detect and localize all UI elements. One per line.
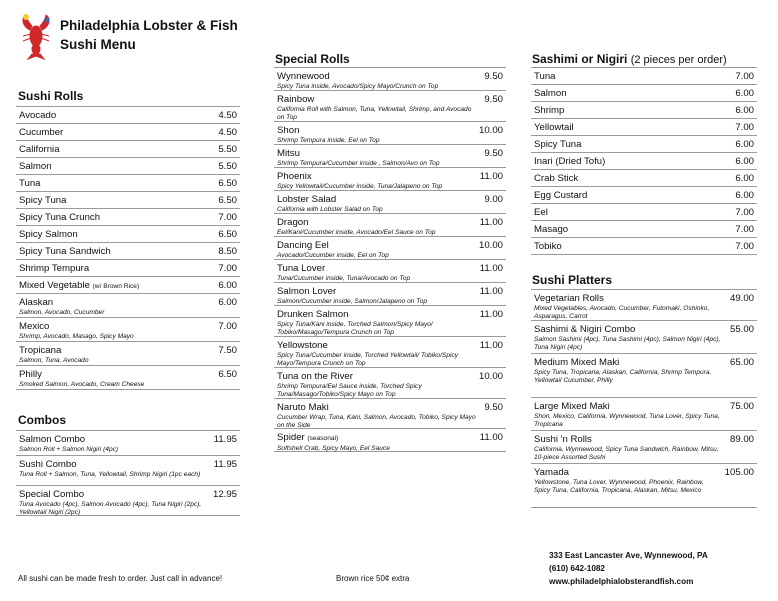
menu-title: Sushi Menu — [60, 37, 136, 52]
list-item: Lobster Salad California with Lobster Salad on Top 9.00 — [274, 191, 506, 214]
list-item: Cucumber 4.50 — [16, 124, 240, 141]
list-item: Tropicana Salmon, Tuna, Avocado 7.50 — [16, 342, 240, 366]
list-item: Salmon 5.50 — [16, 158, 240, 175]
list-item: Inari (Dried Tofu) 6.00 — [531, 153, 757, 170]
list-item: Shon Shrimp Tempura inside, Eel on Top 10.00 — [274, 122, 506, 145]
list-item: Crab Stick 6.00 — [531, 170, 757, 187]
list-item: Phoenix Spicy Yellowtail/Cucumber inside, Tuna/Jalapeno on Top 11.00 — [274, 168, 506, 191]
contact-info — [549, 549, 708, 588]
list-item: Salmon Lover Salmon/Cucumber inside, Salmon/Jalapeno on Top 11.00 — [274, 283, 506, 306]
sushi-rolls-list — [16, 106, 240, 390]
list-item: Large Mixed Maki Shon, Mexico, California, Wynnewood, Tuna Lover, Spicy Tuna, Tropicana 75.00 — [531, 398, 757, 431]
list-item: Spicy Tuna Sandwich 8.50 — [16, 243, 240, 260]
list-item: Shrimp Tempura 7.00 — [16, 260, 240, 277]
list-item: Mexico Shrimp, Avocado, Masago, Spicy Mayo 7.00 — [16, 318, 240, 342]
list-item: Mixed Vegetable (w/ Brown Rice) 6.00 — [16, 277, 240, 294]
list-item: Spicy Tuna 6.50 — [16, 192, 240, 209]
list-item: Avocado 4.50 — [16, 107, 240, 124]
list-item: Eel 7.00 — [531, 204, 757, 221]
list-item: California 5.50 — [16, 141, 240, 158]
list-item: Spicy Tuna Crunch 7.00 — [16, 209, 240, 226]
fresh-order-note: All sushi can be made fresh to order. Just call in advance! — [18, 574, 223, 583]
list-item: Dragon Eel/Kani/Cucumber inside, Avocado/Eel Sauce on Top 11.00 — [274, 214, 506, 237]
list-item: Yamada Yellowstone, Tuna Lover, Wynnewood, Phoenix, Rainbow, Spicy Tuna, California, Tropicana, Alaskan, Mitsu, Mexico 105.00 — [531, 464, 757, 508]
list-item: Salmon Combo Salmon Roll + Salmon Nigiri (4pc) 11.95 — [16, 431, 240, 456]
phone: (610) 642-1082 — [549, 564, 605, 573]
list-item: Tobiko 7.00 — [531, 238, 757, 255]
restaurant-name: Philadelphia Lobster & Fish — [60, 18, 238, 33]
brown-rice-note: Brown rice 50¢ extra — [336, 574, 410, 583]
list-item: Yellowtail 7.00 — [531, 119, 757, 136]
sushi-platters-list — [531, 289, 757, 508]
list-item: Salmon 6.00 — [531, 85, 757, 102]
list-item: Masago 7.00 — [531, 221, 757, 238]
list-item: Dancing Eel Avocado/Cucumber inside, Eel on Top 10.00 — [274, 237, 506, 260]
sushi-platters-heading: Sushi Platters — [532, 273, 613, 287]
list-item: Shrimp 6.00 — [531, 102, 757, 119]
list-item: Special Combo Tuna Avocado (4pc), Salmon Avocado (4pc), Tuna Nigiri (2pc), Yellowtail Nigiri (2pc) 12.95 — [16, 486, 240, 516]
list-item: Sushi Combo Tuna Roll + Salmon, Tuna, Yellowtail, Shrimp Nigiri (1pc each) 11.95 — [16, 456, 240, 486]
special-rolls-heading: Special Rolls — [275, 52, 350, 66]
list-item: Medium Mixed Maki Spicy Tuna, Tropicana, Alaskan, California, Shrimp Tempura, Yellowtail Cucumber, Philly 65.00 — [531, 354, 757, 398]
list-item: Alaskan Salmon, Avocado, Cucumber 6.00 — [16, 294, 240, 318]
list-item: Rainbow California Roll with Salmon, Tuna, Yellowtail, Shrimp, and Avocado on Top 9.50 — [274, 91, 506, 122]
list-item: Drunken Salmon Spicy Tuna/Kani inside, Torched Salmon/Spicy Mayo/ Tobiko/Masago/Tempura Crunch on Top 11.00 — [274, 306, 506, 337]
lobster-icon — [18, 12, 54, 60]
sashimi-heading: Sashimi or Nigiri (2 pieces per order) — [532, 52, 727, 66]
list-item: Mitsu Shrimp Tempura/Cucumber inside , Salmon/Avo on Top 9.50 — [274, 145, 506, 168]
website: www.philadelphialobsterandfish.com — [549, 577, 694, 586]
list-item: Tuna 6.50 — [16, 175, 240, 192]
lobster-logo — [18, 12, 54, 60]
page-title — [60, 16, 238, 54]
list-item: Spicy Salmon 6.50 — [16, 226, 240, 243]
address: 333 East Lancaster Ave, Wynnewood, PA — [549, 551, 708, 560]
list-item: Tuna 7.00 — [531, 68, 757, 85]
combos-heading: Combos — [18, 413, 66, 427]
list-item: Sashimi & Nigiri Combo Salmon Sashimi (4pc), Tuna Sashimi (4pc), Salmon Nigiri (4pc), Tuna Nigiri (4pc) 55.00 — [531, 321, 757, 354]
special-rolls-list — [274, 67, 506, 452]
list-item: Vegetarian Rolls Mixed Vegetables, Avocado, Cucumber, Futomaki, Oshinko, Asparagus, Carrot 49.00 — [531, 290, 757, 321]
list-item: Philly Smoked Salmon, Avocado, Cream Cheese 6.50 — [16, 366, 240, 390]
list-item: Sushi 'n Rolls California, Wynnewood, Spicy Tuna Sandwich, Rainbow, Mitsu, 10-piece Assorted Sushi 89.00 — [531, 431, 757, 464]
list-item: Egg Custard 6.00 — [531, 187, 757, 204]
list-item: Naruto Maki Cucumber Wrap, Tuna, Kani, Salmon, Avocado, Tobiko, Spicy Mayo on the Side 9.50 — [274, 399, 506, 429]
sushi-rolls-heading: Sushi Rolls — [18, 89, 84, 103]
list-item: Spider (seasonal) Softshell Crab, Spicy Mayo, Eel Sauce 11.00 — [274, 429, 506, 452]
list-item: Wynnewood Spicy Tuna inside, Avocado/Spicy Mayo/Crunch on Top 9.50 — [274, 68, 506, 91]
sashimi-list — [531, 67, 757, 255]
list-item: Tuna on the River Shrimp Tempura/Eel Sauce inside, Torched Spicy Tuna/Masago/Tobiko/Spicy Mayo on Top 10.00 — [274, 368, 506, 399]
list-item: Tuna Lover Tuna/Cucumber inside, Tuna/Avocado on Top 11.00 — [274, 260, 506, 283]
list-item: Yellowstone Spicy Tuna/Cucumber inside, Torched Yellowtail/ Tobiko/Spicy Mayo/Tempura Crunch on Top 11.00 — [274, 337, 506, 368]
combos-list — [16, 430, 240, 516]
list-item: Spicy Tuna 6.00 — [531, 136, 757, 153]
